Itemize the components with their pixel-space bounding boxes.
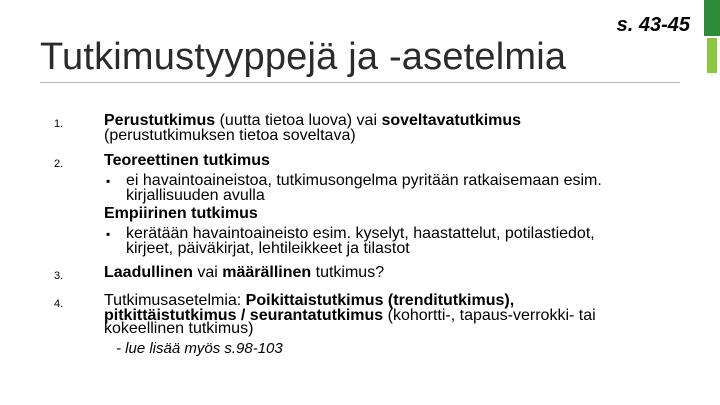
list-number-2: 2. — [54, 158, 64, 170]
item-1-line-2: (perustutkimuksen tietoa soveltava) — [104, 127, 356, 144]
item-4-bold: Poikittaistutkimus (trenditutkimus), — [245, 292, 515, 309]
item-2-bullet-2: kerätään havaintoaineisto esim. kyselyt, haastattelut, potilastiedot, — [126, 225, 595, 242]
item-4-normal-2: (kohortti-, tapaus-verrokki- tai — [383, 307, 596, 324]
item-3-normal-a: vai — [192, 264, 223, 281]
slide-title: Tutkimustyyppejä ja -asetelmia — [40, 36, 567, 78]
list-number-4: 4. — [54, 298, 64, 310]
page-reference: s. 43-45 — [616, 14, 690, 36]
square-bullet-icon: ▪ — [106, 227, 111, 241]
item-3-line — [104, 264, 384, 282]
item-2-bullet-1-cont: kirjallisuuden avulla — [126, 187, 265, 204]
item-4-bold-2: pitkittäistutkimus / seurantatutkimus — [104, 307, 384, 324]
item-1-bold-b: soveltavatutkimus — [381, 112, 522, 129]
item-3-normal-b: tutkimus? — [311, 264, 385, 281]
title-divider — [40, 82, 680, 83]
item-4-line-3: kokeellinen tutkimus) — [104, 320, 254, 337]
reading-note: - lue lisää myös s.98-103 — [116, 340, 283, 357]
item-4-normal: Tutkimusasetelmia: — [104, 292, 246, 309]
item-2-heading-2: Empiirinen tutkimus — [104, 205, 258, 222]
item-2-bullet-1: ei havaintoaineistoa, tutkimusongelma pyritään ratkaisemaan esim. — [126, 172, 602, 189]
accent-bar-light — [707, 38, 717, 73]
list-number-1: 1. — [54, 118, 64, 130]
item-2-heading: Teoreettinen tutkimus — [104, 152, 270, 169]
square-bullet-icon: ▪ — [106, 174, 111, 188]
item-3-bold-a: Laadullinen — [104, 264, 193, 281]
item-3-bold-b: määrällinen — [222, 264, 312, 281]
item-1-normal: (uutta tietoa luova) vai — [215, 112, 382, 129]
accent-bar — [704, 0, 720, 405]
accent-bar-dark — [704, 0, 720, 36]
item-2-bullet-2-cont: kirjeet, päiväkirjat, lehtileikkeet ja tilastot — [126, 240, 410, 257]
item-1-bold-a: Perustutkimus — [104, 112, 216, 129]
list-number-3: 3. — [54, 270, 64, 282]
